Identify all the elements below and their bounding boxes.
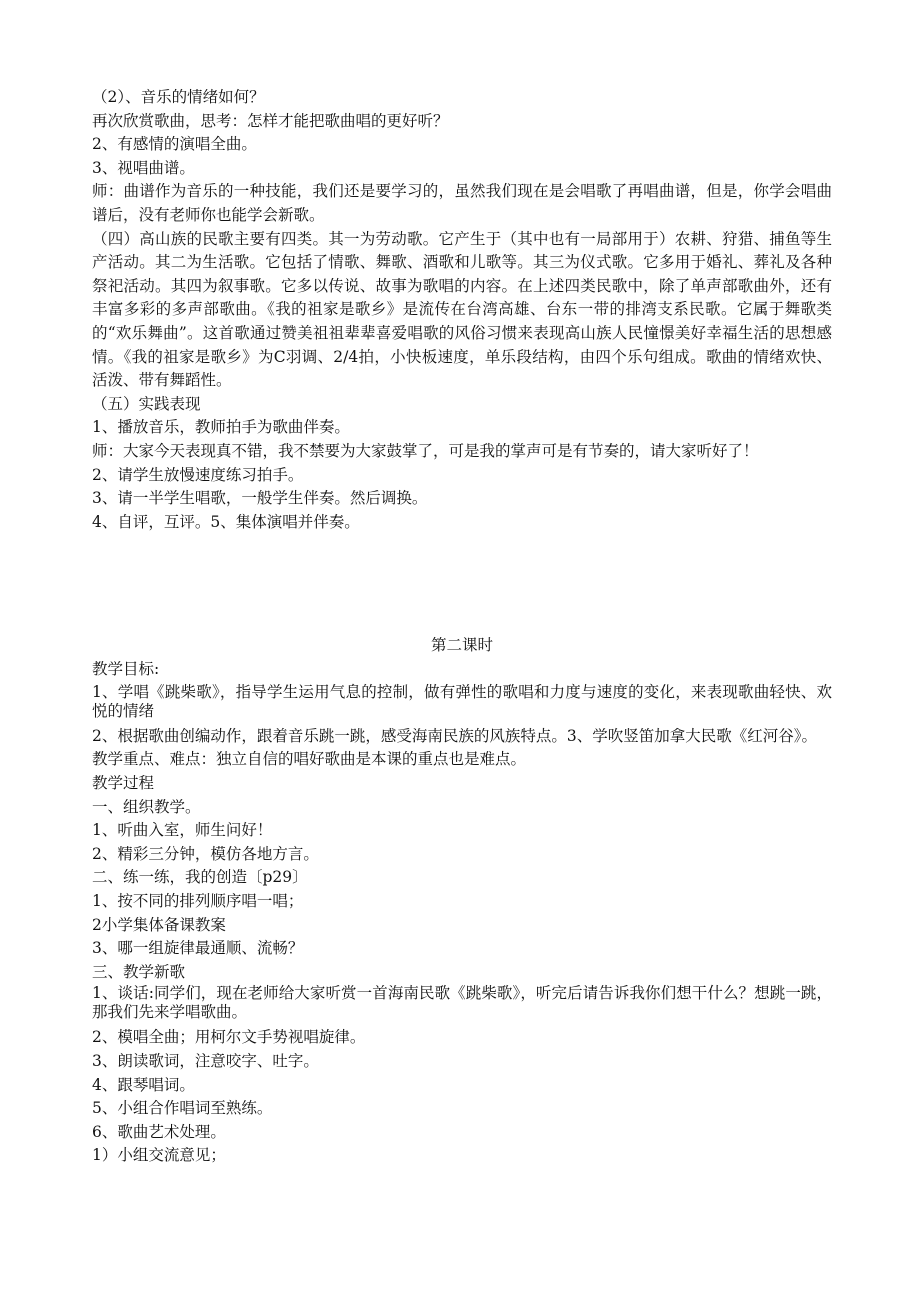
paragraph-line: 1、听曲入室，师生问好！ — [92, 821, 273, 840]
objective-2: 2、根据歌曲创编动作，跟着音乐跳一跳，感受海南民族的风族特点。3、学吹竖笛加拿大民歌《红河谷》。 — [92, 726, 817, 745]
gaoshan-folk-song-paragraph: （四）高山族的民歌主要有四类。其一为劳动歌。它产生于（其中也有一局部用于）农耕、狩猎、捕鱼等生产活动。其二为生活歌。它包括了情歌、舞歌、酒歌和儿歌等。其三为仪式歌。它多用于婚礼、葬礼及各种祭祀活动。其四为叙事歌。它多以传说、故事为歌唱的内容。在上述四类民歌中，除了单声部歌曲外，还有丰富多彩的多声部歌曲。《我的祖家是歌乡》是流传在台湾高雄、台东一带的排湾支系民歌。它属于舞歌类的“欢乐舞曲”。这首歌通过赞美祖祖辈辈喜爱唱歌的风俗习惯来表现高山族人民憧憬美好幸福生活的思想感情。《我的祖家是歌乡》为C羽调、2/4拍，小快板速度，单乐段结构，由四个乐句组成。歌曲的情绪欢快、活泼、带有舞蹈性。 — [92, 229, 832, 390]
paragraph-line: 3、朗读歌词，注意咬字、吐字。 — [92, 1052, 319, 1070]
paragraph-line: 1、按不同的排列顺序唱一唱； — [92, 892, 304, 911]
paragraph-line: 3、视唱曲谱。 — [92, 158, 195, 177]
paragraph-line: 2、精彩三分钟，模仿各地方言。 — [92, 844, 319, 863]
paragraph-line: 再次欣赏歌曲，思考：怎样才能把歌曲唱的更好听？ — [92, 111, 449, 130]
paragraph-line: 一、组织教学。 — [92, 797, 201, 816]
paragraph-line: 2、请学生放慢速度练习拍手。 — [92, 465, 304, 484]
teacher-remark: 师：大家今天表现真不错，我不禁要为大家鼓掌了，可是我的掌声可是有节奏的，请大家听好了！ — [92, 441, 759, 460]
key-points: 教学重点、难点：独立自信的唱好歌曲是本课的重点也是难点。 — [92, 750, 527, 769]
paragraph-line: 2、有感情的演唱全曲。 — [92, 135, 257, 154]
paragraph-line: 二、练一练，我的创造〔p29〕 — [92, 868, 308, 887]
lesson-title: 第二课时 — [430, 636, 493, 655]
section-heading: （五）实践表现 — [92, 394, 201, 413]
section-2 — [92, 634, 832, 1168]
objective-1: 1、学唱《跳柴歌》，指导学生运用气息的控制，做有弹性的歌唱和力度与速度的变化，来表现歌曲轻快、欢悦的情绪 — [92, 682, 832, 720]
paragraph-line: 4、跟琴唱词。 — [92, 1075, 195, 1094]
talk-paragraph: 1、谈话:同学们，现在老师给大家听赏一首海南民歌《跳柴歌》，听完后请告诉我你们想干什么？想跳一跳，那我们先来学唱歌曲。 — [92, 984, 832, 1022]
paragraph-line: 1）小组交流意见； — [92, 1146, 226, 1165]
paragraph-line: 2、模唱全曲；用柯尔文手势视唱旋律。 — [92, 1028, 366, 1047]
paragraph-line: 3、哪一组旋律最通顺、流畅？ — [92, 939, 304, 958]
paragraph-line: 5、小组合作唱词至熟练。 — [92, 1099, 273, 1118]
blank-gap — [92, 534, 832, 634]
question-line: （2）、音乐的情绪如何？ — [92, 88, 265, 106]
document-page — [92, 86, 832, 1168]
paragraph-line: 6、歌曲艺术处理。 — [92, 1122, 226, 1141]
paragraph-line: 1、播放音乐，教师拍手为歌曲伴奏。 — [92, 418, 350, 437]
paragraph-line: 4、自评，互评。5、集体演唱并伴奏。 — [92, 512, 360, 531]
paragraph-line: 3、请一半学生唱歌，一般学生伴奏。然后调换。 — [92, 489, 428, 508]
objectives-heading: 教学目标: — [92, 659, 160, 678]
paragraph-line: 2小学集体备课教案 — [92, 915, 226, 934]
paragraph-line: 三、教学新歌 — [92, 962, 186, 981]
process-heading: 教学过程 — [92, 774, 155, 793]
teacher-remark: 师：曲谱作为音乐的一种技能，我们还是要学习的，虽然我们现在是会唱歌了再唱曲谱，但是，你学会唱曲谱后，没有老师你也能学会新歌。 — [92, 182, 832, 224]
section-1 — [92, 86, 832, 534]
